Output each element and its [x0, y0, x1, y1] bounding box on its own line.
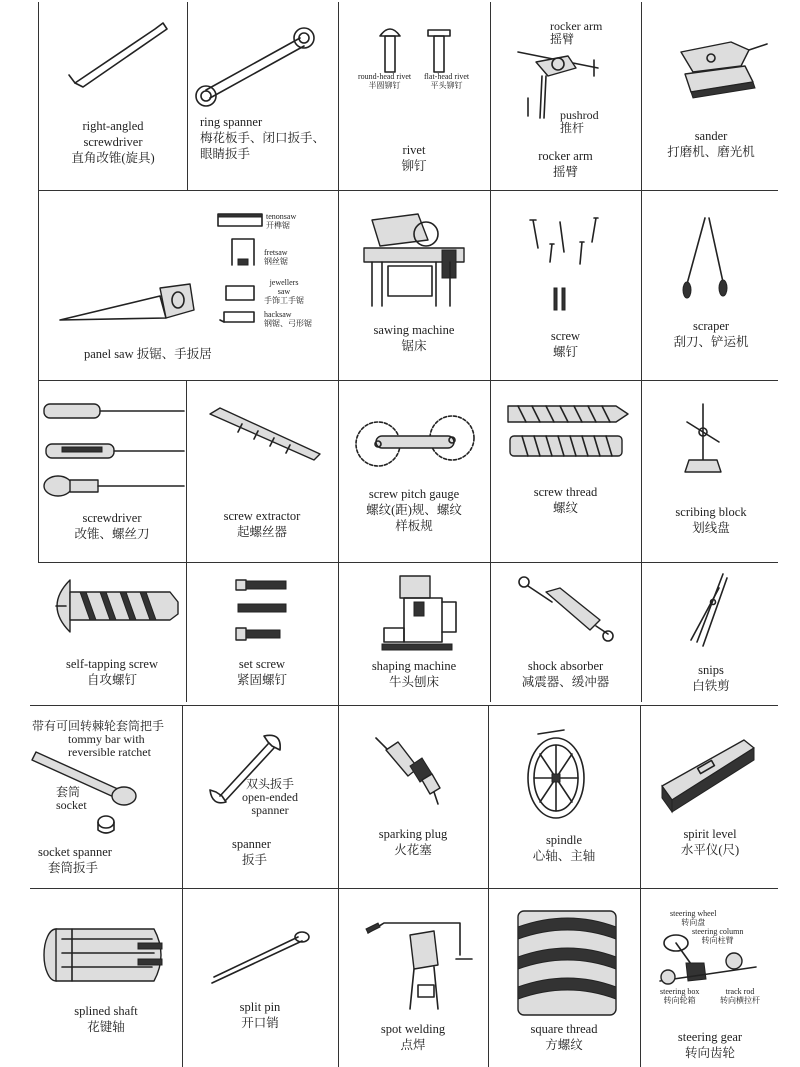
entry-spanner	[182, 706, 338, 888]
entry-en: snips	[698, 663, 724, 677]
entry-en: socket spanner	[38, 845, 112, 859]
entry-scraper	[641, 190, 781, 380]
track-rod-label: track rod 转向横拉杆	[720, 987, 760, 1005]
socket-label: 套筒 socket	[56, 785, 87, 812]
fretsaw-label: fretsaw 钢丝锯	[264, 248, 288, 266]
steering-wheel-label: steering wheel 转向盘	[670, 909, 717, 927]
pushrod-label: pushrod 推杆	[560, 108, 599, 135]
entry-cn: 锯床	[401, 339, 427, 353]
entry-en: screw extractor	[223, 509, 301, 523]
entry-square-thread	[488, 889, 640, 1067]
entry-cn: 套筒扳手	[48, 861, 99, 875]
square-thread-illustration	[512, 909, 622, 1017]
entry-en: screwdriver	[83, 135, 143, 149]
shaping-machine-illustration	[380, 572, 460, 654]
entry-cn: 点焊	[400, 1038, 426, 1052]
entry-cn: 转向齿轮	[684, 1046, 735, 1060]
entry-en: square thread	[530, 1022, 598, 1036]
entry-cn: 螺纹	[552, 501, 578, 515]
entry-cn: 减震器、缓冲器	[521, 675, 610, 689]
entry-right-angled-screwdriver	[38, 2, 188, 190]
entry-cn: 样板规	[395, 519, 433, 533]
splined-shaft-illustration	[42, 925, 170, 985]
entry-en: scribing block	[675, 505, 747, 519]
sparking-plug-illustration	[372, 734, 442, 814]
entry-en: spindle	[545, 833, 583, 847]
tenonsaw-label: tenonsaw 开榫锯	[266, 212, 297, 230]
entry-cn: 白铁剪	[692, 679, 730, 693]
entry-cn: 水平仪(尺)	[680, 843, 740, 857]
entry-en: screw pitch gauge	[368, 487, 460, 501]
steering-gear-illustration	[656, 931, 766, 989]
entry-cn: 牛头刨床	[388, 675, 439, 689]
steering-column-label: steering column 转向柱臂	[692, 927, 744, 945]
entry-spindle	[488, 706, 640, 888]
entry-en: screw	[550, 329, 581, 343]
entry-en: spanner	[232, 837, 271, 851]
tommy-bar-label: 带有可回转棘轮套筒把手 tommy bar with reversible ratchet	[32, 719, 165, 759]
entry-set-screw	[186, 562, 338, 705]
jewellers-saw-illustration	[224, 284, 258, 302]
entry-cn: 螺钉	[552, 345, 578, 359]
entry-en: sawing machine	[373, 323, 455, 337]
sawing-machine-illustration	[358, 210, 478, 310]
screw-illustration	[524, 212, 608, 312]
screw-extractor-illustration	[206, 404, 326, 464]
scraper-illustration	[679, 214, 729, 302]
entry-cn: 方螺纹	[545, 1038, 583, 1052]
hacksaw-label: hacksaw 钢锯、弓形锯	[264, 310, 312, 328]
entry-cn: 开口销	[241, 1016, 279, 1030]
round-head-label: round-head rivet 半圆铆钉	[358, 72, 412, 90]
entry-screw-extractor	[186, 380, 338, 562]
flat-head-label: flat-head rivet 平头铆钉	[424, 72, 470, 90]
entry-rocker-arm	[490, 2, 641, 190]
entry-screwdriver	[38, 380, 186, 562]
tenonsaw-illustration	[216, 212, 264, 228]
socket-spanner-illustration	[32, 740, 152, 836]
steering-box-label: steering box 转向轮箱	[660, 987, 700, 1005]
entry-en: right-angled	[82, 119, 144, 133]
open-ended-spanner-label: 双头扳手 open-ended spanner	[242, 777, 298, 817]
spirit-level-illustration	[658, 736, 758, 816]
entry-snips	[641, 562, 781, 705]
entry-en: spot welding	[380, 1022, 446, 1036]
entry-scribing-block	[641, 380, 781, 562]
entry-en: set screw	[238, 657, 286, 671]
entry-en: ring spanner	[200, 115, 263, 129]
entry-en: self-tapping screw	[66, 657, 158, 671]
spot-welding-illustration	[364, 915, 474, 1015]
entry-cn: 划线盘	[692, 521, 730, 535]
rivet-illustration	[368, 24, 468, 74]
entry-en: panel saw 扳锯、手扳居	[84, 347, 212, 361]
jewellers-saw-label: jewellers saw 手饰工手锯	[264, 278, 304, 305]
entry-en: split pin	[239, 1000, 281, 1014]
hacksaw-illustration	[220, 310, 260, 324]
entry-sander	[641, 2, 781, 190]
entry-screw-thread	[490, 380, 641, 562]
sander-illustration	[671, 30, 771, 102]
entry-cn: 直角改锥(旋具)	[71, 151, 155, 165]
spindle-illustration	[524, 728, 600, 822]
shock-absorber-illustration	[516, 574, 616, 644]
entry-en: spirit level	[683, 827, 737, 841]
screw-thread-illustration	[504, 402, 630, 462]
entry-sparking-plug	[338, 706, 488, 888]
entry-screw	[490, 190, 641, 380]
entry-socket-spanner	[30, 706, 182, 888]
entry-cn: 打磨机、磨光机	[667, 145, 755, 159]
entry-en: steering gear	[677, 1030, 743, 1044]
right-angled-screwdriver-illustration	[63, 17, 173, 97]
entry-rivet	[338, 2, 490, 190]
entry-en: shaping machine	[371, 659, 457, 673]
set-screw-illustration	[234, 576, 290, 646]
entry-en: rivet	[402, 143, 426, 157]
entry-cn: 起螺丝器	[236, 525, 287, 539]
entry-self-tapping-screw	[38, 562, 186, 705]
screwdriver-illustration	[42, 400, 186, 500]
entry-sawing-machine	[338, 190, 490, 380]
split-pin-illustration	[208, 931, 312, 987]
ring-spanner-illustration	[192, 24, 322, 104]
panel-saw-illustration	[56, 282, 196, 324]
fretsaw-illustration	[228, 235, 258, 267]
entry-en: sander	[694, 129, 728, 143]
entry-en: splined shaft	[74, 1004, 138, 1018]
entry-en: scraper	[692, 319, 730, 333]
entry-en: screw thread	[533, 485, 598, 499]
entry-en: shock absorber	[527, 659, 604, 673]
snips-illustration	[687, 570, 733, 650]
entry-cn: 扳手	[242, 853, 268, 867]
entry-cn: 改锥、螺丝刀	[74, 527, 150, 541]
entry-cn: 铆钉	[401, 159, 427, 173]
scribing-block-illustration	[677, 402, 727, 476]
entry-cn: 紧固螺钉	[236, 673, 287, 687]
entry-steering-gear	[640, 889, 780, 1067]
screw-pitch-gauge-illustration	[352, 404, 478, 474]
entry-cn: 梅花板手、闭口扳手、	[200, 131, 326, 145]
entry-cn: 眼睛扳手	[200, 147, 251, 161]
entry-en: rocker arm	[538, 149, 593, 163]
entry-cn: 螺纹(距)规、螺纹	[366, 503, 462, 517]
entry-shock-absorber	[490, 562, 641, 705]
entry-cn: 自攻螺钉	[86, 673, 137, 687]
self-tapping-screw-illustration	[44, 574, 184, 638]
entry-cn: 刮刀、铲运机	[673, 335, 749, 349]
entry-ring-spanner	[188, 2, 338, 190]
entry-spot-welding	[338, 889, 488, 1067]
entry-cn: 摇臂	[552, 165, 578, 179]
entry-split-pin	[182, 889, 338, 1067]
entry-splined-shaft	[30, 889, 182, 1067]
entry-cn: 心轴、主轴	[532, 849, 596, 863]
rocker-arm-label: rocker arm 摇臂	[550, 19, 603, 46]
entry-screw-pitch-gauge	[338, 380, 490, 562]
entry-cn: 火花塞	[394, 843, 432, 857]
entry-en: sparking plug	[378, 827, 448, 841]
entry-cn: 花键轴	[87, 1020, 125, 1034]
entry-en: screwdriver	[82, 511, 142, 525]
entry-panel-saw	[38, 190, 338, 380]
entry-spirit-level	[640, 706, 780, 888]
entry-shaping-machine	[338, 562, 490, 705]
